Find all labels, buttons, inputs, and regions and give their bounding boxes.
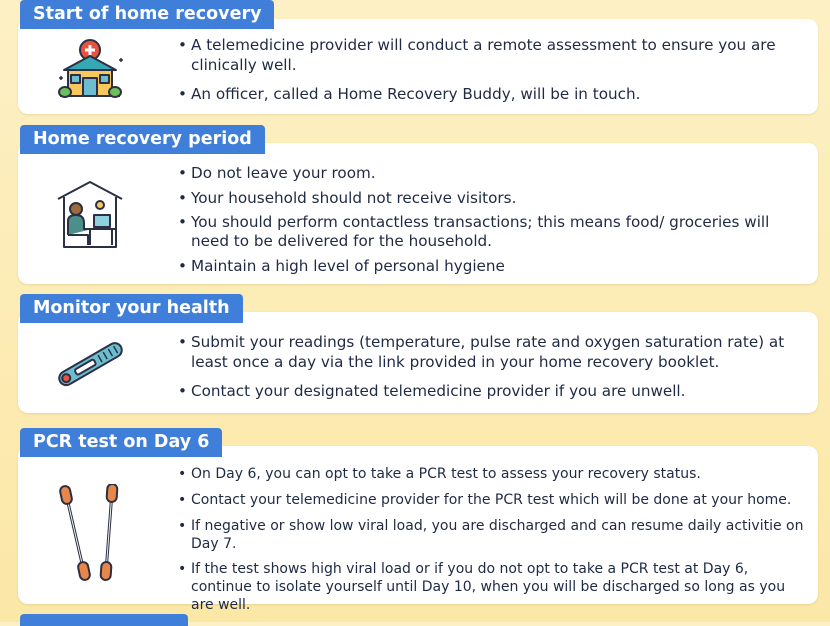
list-item: • Maintain a high level of personal hygiene [178,256,804,276]
section-title: Home recovery period [20,125,265,154]
section-title: PCR test on Day 6 [20,428,222,457]
list-item: • If the test shows high viral load or if you do not opt to take a PCR test at Day 6, continue to isolate yourself until Day 10, when you will be discharged so long as you are well. [178,560,804,614]
bullet-list [178,163,804,276]
person-at-home-icon [54,179,126,255]
list-item: • Contact your telemedicine provider for the PCR test which will be done at your home. [178,491,804,509]
list-item: • A telemedicine provider will conduct a remote assessment to ensure you are clinically well. [178,35,804,75]
list-item: • Your household should not receive visitors. [178,188,804,208]
list-item: • Contact your designated telemedicine provider if you are unwell. [178,381,804,401]
thermometer-icon [50,340,132,394]
swab-icon [56,484,126,588]
bullet-list [178,332,804,401]
house-medical-icon [56,38,126,104]
list-item: • On Day 6, you can opt to take a PCR test to assess your recovery status. [178,465,804,483]
list-item: • Submit your readings (temperature, pulse rate and oxygen saturation rate) at least once a day via the link provided in your home recovery booklet. [178,332,804,372]
section-title: Start of home recovery [20,0,274,29]
list-item: • Do not leave your room. [178,163,804,183]
list-item: • An officer, called a Home Recovery Buddy, will be in touch. [178,84,804,104]
section-title: Monitor your health [20,294,243,323]
list-item: • If negative or show low viral load, you are discharged and can resume daily activitie on Day 7. [178,517,804,553]
next-section-tab [20,614,188,626]
list-item: • You should perform contactless transactions; this means food/ groceries will need to be delivered for the household. [178,213,804,251]
bullet-list [178,35,804,104]
bullet-list [178,465,804,614]
